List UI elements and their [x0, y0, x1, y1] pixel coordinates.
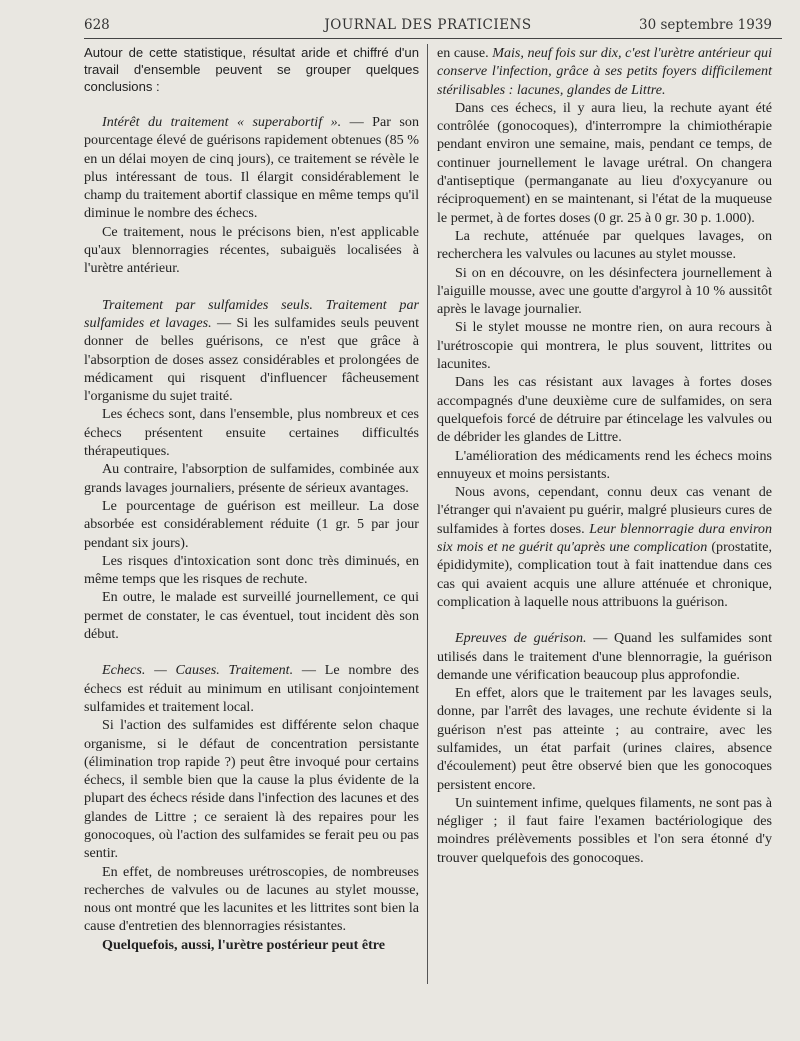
paragraph-echecs: Echecs. — Causes. Traitement. — Le nombre des échecs est réduit au minimum en utilisant conjointement sulfamides et traitement local. — [84, 662, 420, 715]
paragraph: Au contraire, l'absorption de sulfamides, combinée aux grands lavages journaliers, présente de sérieux avantages. — [84, 461, 419, 496]
intro-paragraph: Autour de cette statistique, résultat aride et chiffré d'un travail d'ensemble peuvent se grouper quelques conclusions : — [84, 45, 419, 94]
paragraph: Dans ces échecs, il y aura lieu, la rechute ayant été contrôlée (gonocoques), d'interrompre la chimiothérapie pendant environ une semaine, mais, pendant ce temps, de continuer journellement le lavage urétral. On changera d'antiseptique (permanganate au lieu d'oxycyanure ou réciproquement) en se maintenant, si l'état de la muqueuse le permet, à de fortes doses (0 gr. 25 à 0 gr. 30 p. 1.000). — [437, 99, 772, 226]
paragraph-sulfamides: Traitement par sulfamides seuls. Traitement par sulfamides et lavages. — Si les sulfamides seuls peuvent donner de belles guérisons, ce n'est que grâce à l'absorption de doses assez considérables et prolongées de médicament qui risquent d'influencer fâcheusement l'organisme du sujet traité. — [84, 296, 419, 405]
paragraph-superabortif: Intérêt du traitement « superabortif ». — Par son pourcentage élevé de guérisons rapidement obtenues (85 % en un délai moyen de cinq jours), ce traitement se révèle le plus intéressant de tous. Il élargit considérablement le champ du traitement abortif classique en même temps qu'il diminue le nombre des échecs. — [84, 114, 419, 222]
paragraph: Si on en découvre, on les désinfectera journellement à l'aiguille mousse, avec une goutte d'argyrol à 10 % aussitôt après le lavage journalier. — [437, 264, 772, 318]
left-column — [84, 44, 419, 954]
paragraph: Les risques d'intoxication sont donc très diminués, en même temps que les risques de rechute. — [84, 552, 419, 588]
paragraph-continuation: en cause. Mais, neuf fois sur dix, c'est l'urètre antérieur qui conserve l'infection, grâce à ses petits foyers difficilement stérilisables : lacunes, glandes de Littre. — [437, 45, 772, 98]
paragraph: Dans les cas résistant aux lavages à fortes doses accompagnés d'une deuxième cure de sulfamides, on sera quelquefois forcé de détruire par étincelage les valvules ou de débrider les glandes de Littre. — [437, 374, 772, 446]
right-column — [437, 44, 772, 867]
paragraph: Le pourcentage de guérison est meilleur. La dose absorbée est considérablement réduite (1 gr. 5 par jour pendant six jours). — [84, 497, 419, 551]
issue-date: 30 septembre 1939 — [639, 17, 772, 33]
paragraph: Nous avons, cependant, connu deux cas venant de l'étranger qui n'avaient pu guérir, malgré plusieurs cures de sulfamides à fortes doses. Leur blennorragie dura environ six mois et ne guérit qu'après une complication (prostatite, épididymite), complication tout à fait inattendue dans ces cas qui avaient acquis une allure atténuée et chronique, complication à laquelle nous attribuons la guérison. — [437, 484, 773, 610]
section-heading-echecs: Echecs. — Causes. Traitement. — [102, 662, 294, 679]
header-rule — [84, 38, 782, 39]
section-heading-superabortif: Intérêt du traitement « superabortif ». — [102, 114, 342, 130]
paragraph: Si le stylet mousse ne montre rien, on aura recours à l'urétroscopie qui montrera, le plus souvent, littrites ou lacunites. — [437, 319, 772, 373]
page-number: 628 — [84, 17, 110, 33]
paragraph: Un suintement infime, quelques filaments, ne sont pas à négliger ; il faut faire l'examen bactériologique des moindres prélèvements possibles et l'on sera étonné d'y trouver quelquefois des gonocoques. — [437, 794, 772, 866]
paragraph: Ce traitement, nous le précisons bien, n'est applicable qu'aux blennorragies récentes, subaiguës localisées à l'urètre antérieur. — [84, 223, 419, 277]
paragraph: L'amélioration des médicaments rend les échecs moins ennuyeux et moins persistants. — [437, 447, 772, 482]
journal-title: JOURNAL DES PRATICIENS — [324, 17, 532, 33]
section-heading-epreuves: Epreuves de guérison. — [455, 630, 587, 647]
running-header — [84, 17, 772, 39]
paragraph: En effet, alors que le traitement par les lavages seuls, donne, par l'arrêt des lavages, une rechute évidente si la guérison n'est pas atteinte ; au contraire, avec les sulfamides, un état parfait (urines claires, absence d'écoulement) peut être observé bien que les gonocoques persistent encore. — [437, 685, 772, 793]
paragraph-epreuves: Epreuves de guérison. — Quand les sulfamides sont utilisés dans le traitement d'une blennorragie, la guérison demande une vérification beaucoup plus approfondie. — [437, 630, 772, 683]
paragraph-continued: Quelquefois, aussi, l'urètre postérieur peut être — [102, 936, 386, 953]
paragraph: En outre, le malade est surveillé journellement, ce qui permet de constater, le cas éventuel, tout incident dès son début. — [84, 589, 419, 643]
paragraph: En effet, de nombreuses urétroscopies, de nombreuses recherches de valvules ou de lacunes au stylet mousse, nous ont montré que les lacunites et les littrites sont bien la cause d'entretien des blennorragies résistantes. — [84, 863, 419, 935]
paragraph: La rechute, atténuée par quelques lavages, on recherchera les valvules ou lacunes au stylet mousse. — [437, 227, 772, 263]
column-divider — [427, 44, 428, 984]
paragraph: Si l'action des sulfamides est différente selon chaque organisme, si le défaut de concentration persistante (élimination trop rapide ?) peut être invoqué pour certains échecs, il semble bien que la cause la plus évidente de la plupart des échecs réside dans l'infection des lacunes et des glandes de Littre ; ce seraient là des repaires pour les gonocoques, où l'action des sulfamides se ferait peu ou pas sentir. — [84, 717, 419, 862]
section-heading-sulfamides: Traitement par sulfamides seuls. Traitement par sulfamides et lavages. — [84, 296, 419, 331]
paragraph: Les échecs sont, dans l'ensemble, plus nombreux et ces échecs présentent ensuite certaines difficultés thérapeutiques. — [84, 406, 419, 460]
